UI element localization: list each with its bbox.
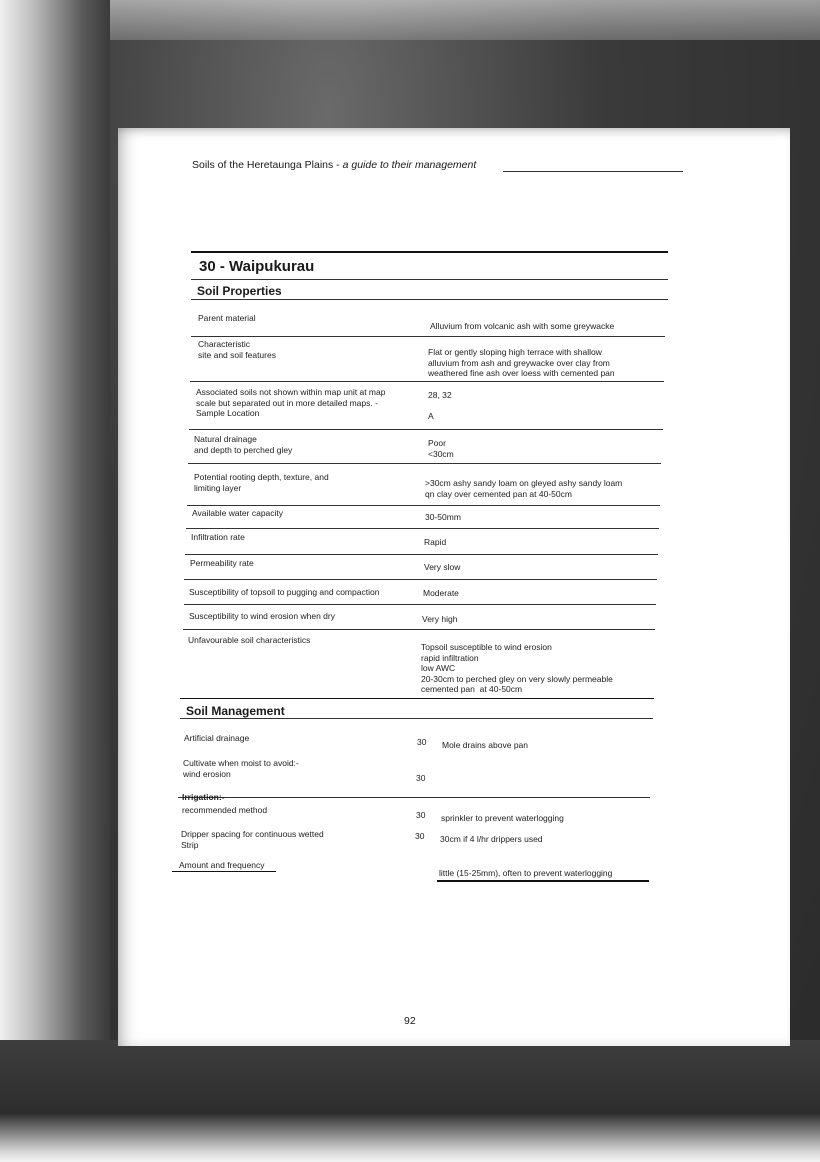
soil-properties-heading: Soil Properties (197, 284, 282, 298)
row-rule (183, 629, 655, 630)
row-rule (186, 528, 659, 529)
prop-value-natural-drainage: Poor <30cm (428, 438, 454, 459)
row-rule (184, 604, 656, 605)
prop-value-site-features: Flat or gently sloping high terrace with shallow alluvium from ash and greywacke over clay from weathered fine ash over loess with cemented pan (428, 347, 615, 378)
header-rule (503, 171, 683, 172)
prop-value-parent-material: Alluvium from volcanic ash with some greywacke (430, 321, 615, 331)
mgmt-value-recommended-method: sprinkler to prevent waterlogging (441, 813, 564, 823)
mgmt-label-recommended-method: recommended method (182, 805, 268, 815)
scan-left-edge (0, 0, 110, 1162)
prop-value-pugging: Moderate (423, 588, 459, 598)
prop-label-natural-drainage: Natural drainage and depth to perched gley (194, 434, 293, 455)
row-rule (185, 554, 658, 555)
prop-value-permeability: Very slow (424, 562, 461, 572)
mgmt-num-dripper-spacing: 30 (415, 831, 425, 841)
mgmt-num-recommended-method: 30 (416, 810, 426, 820)
row-rule (191, 336, 665, 337)
soil-title: 30 - Waipukurau (199, 258, 315, 275)
prop-label-permeability: Permeability rate (190, 558, 254, 568)
prop-value-associated-soils: 28, 32 A (428, 390, 452, 421)
row-rule (187, 505, 660, 506)
management-heading-rule (180, 718, 653, 719)
prop-label-rooting-depth: Potential rooting depth, texture, and limiting layer (194, 472, 329, 493)
page-number: 92 (404, 1015, 416, 1027)
footer-rule-left (172, 871, 276, 872)
soil-management-heading: Soil Management (186, 704, 285, 718)
prop-label-pugging: Susceptibility of topsoil to pugging and compaction (189, 587, 380, 597)
prop-label-wind-erosion: Susceptibility to wind erosion when dry (189, 611, 335, 621)
scan-bottom-edge (0, 1040, 820, 1162)
mgmt-label-amount-frequency: Amount and frequency (179, 860, 265, 870)
row-rule (188, 463, 661, 464)
prop-label-unfavourable: Unfavourable soil characteristics (188, 635, 311, 645)
running-header (192, 159, 476, 171)
prop-value-unfavourable: Topsoil susceptible to wind erosion rapid infiltration low AWC 20-30cm to perched gley on very slowly permeable cemented pan at 40-50cm (421, 642, 613, 694)
mgmt-num-cultivate: 30 (416, 773, 426, 783)
mgmt-label-dripper-spacing: Dripper spacing for continuous wetted Strip (181, 829, 324, 850)
prop-value-infiltration: Rapid (424, 537, 447, 547)
row-rule (178, 797, 650, 798)
mgmt-label-cultivate: Cultivate when moist to avoid:- wind erosion (183, 758, 299, 779)
prop-label-site-features: Characteristic site and soil features (198, 339, 276, 360)
title-top-rule (191, 251, 668, 253)
prop-label-water-capacity: Available water capacity (192, 508, 284, 518)
mgmt-label-irrigation-heading: Irrigation:- (182, 792, 225, 802)
scan-top-edge (0, 0, 820, 40)
prop-label-infiltration: Infiltration rate (191, 532, 245, 542)
title-bottom-rule (191, 279, 668, 280)
mgmt-value-artificial-drainage: Mole drains above pan (442, 740, 529, 750)
mgmt-label-artificial-drainage: Artificial drainage (184, 733, 250, 743)
mgmt-value-amount-frequency: little (15-25mm), often to prevent waterlogging (439, 868, 613, 878)
properties-heading-rule (191, 299, 668, 300)
prop-label-parent-material: Parent material (198, 313, 256, 323)
mgmt-num-artificial-drainage: 30 (417, 737, 427, 747)
running-header-italic: a guide to their management (342, 159, 477, 171)
row-rule (189, 429, 663, 430)
row-rule (184, 579, 657, 580)
prop-label-associated-soils: Associated soils not shown within map unit at map scale but separated out in more detailed maps. - Sample Location (196, 387, 386, 418)
running-header-plain: Soils of the Heretaunga Plains - (192, 159, 343, 171)
management-top-rule (180, 698, 654, 699)
prop-value-water-capacity: 30-50mm (425, 512, 461, 522)
prop-value-rooting-depth: >30cm ashy sandy loam on gleyed ashy sandy loam qn clay over cemented pan at 40-50cm (425, 478, 623, 499)
footer-rule-right (437, 880, 649, 882)
row-rule (190, 381, 664, 382)
mgmt-value-dripper-spacing: 30cm if 4 l/hr drippers used (440, 834, 543, 844)
prop-value-wind-erosion: Very high (422, 614, 458, 624)
